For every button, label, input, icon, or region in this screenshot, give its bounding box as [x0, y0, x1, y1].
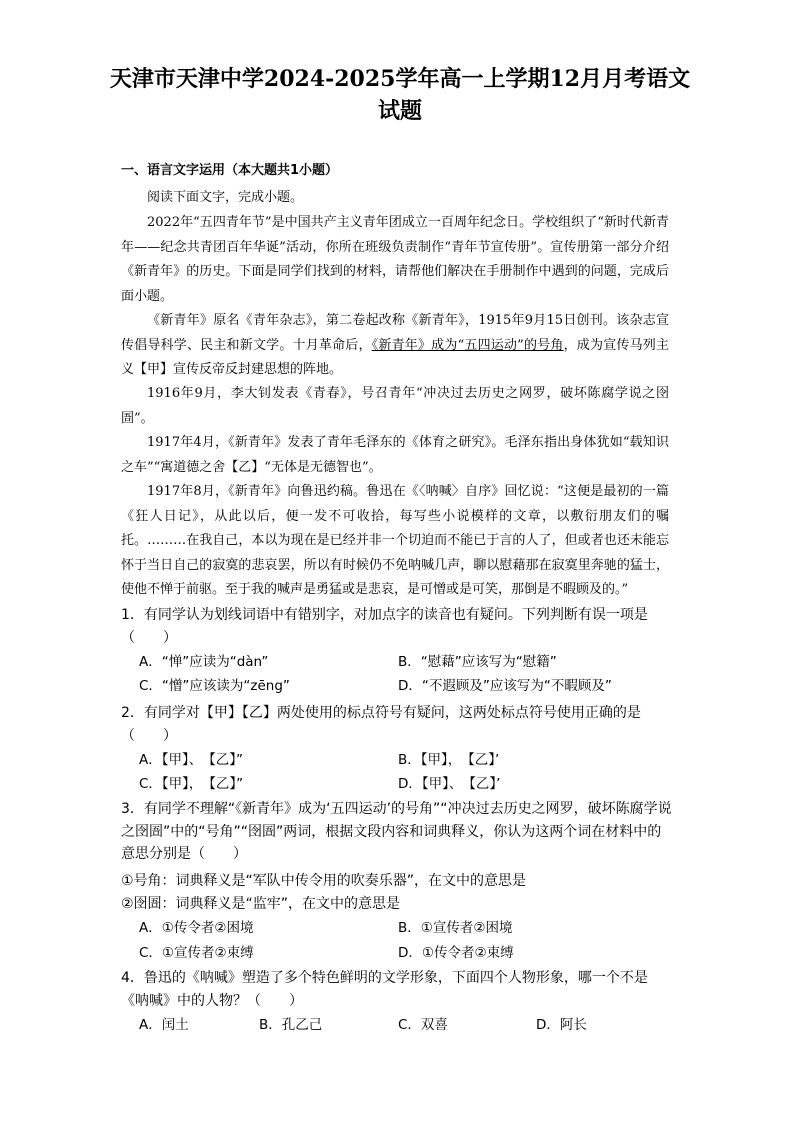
- passage-paragraph-2: [121, 309, 669, 383]
- question-2-stem: 2．有同学对【甲】【乙】两处使用的标点符号有疑问，这两处标点符号使用正确的是（ ）: [121, 705, 641, 744]
- question-1-stem: 1．有同学认为划线词语中有错别字，对加点字的读音也有疑问。下列判断有误一项是（ ）: [121, 607, 648, 646]
- paragraph-2-text-after: ，成为宣传马列主义【甲】宣传反帝反封建思想的阵地。: [121, 337, 669, 377]
- question-3-option-a[interactable]: A．①传令者②困境: [139, 920, 254, 936]
- question-4-option-a[interactable]: A．闰土: [139, 1017, 189, 1033]
- question-2-option-b[interactable]: B．【甲】， 【乙】’: [398, 752, 500, 768]
- question-1-option-c[interactable]: C．“憎”应该读为“zēng”: [139, 678, 290, 694]
- question-3-line-2: ②囹圄：词典释义是“监牢”，在文中的意思是: [121, 896, 401, 912]
- section-heading: 一、语言文字运用（本大题共1小题）: [121, 163, 339, 178]
- paragraph-2-text-before: 《新青年》原名《青年杂志》，第二卷起改称《新青年》，1915年9月15日创刊。该杂志宣传倡导科学、民主和新文学。十月革命后，: [121, 313, 669, 353]
- question-3-stem: 3．有同学不理解“《新青年》成为‘五四运动’的号角”“冲决过去历史之网罗，破坏陈腐学说之囹圄”中的“号角”“囹圄”两词，根据文段内容和词典释义，你认为这两个词在材料中的意思分别是（ ）: [121, 801, 672, 862]
- question-1-option-b[interactable]: B．“慰藉”应该写为“慰籍”: [398, 654, 557, 670]
- question-3-option-b[interactable]: B．①宣传者②困境: [398, 920, 513, 936]
- question-4-option-d[interactable]: D．阿长: [536, 1017, 587, 1033]
- passage-paragraph-1: 2022年“五四青年节”是中国共产主义青年团成立一百周年纪念日。学校组织了“新时代新青年——纪念共青团百年华诞”活动，你所在班级负责制作“青年节宣传册”。宣传册第一部分介绍《新青年》的历史。下面是同学们找到的材料，请帮他们解决在手册制作中遇到的问题，完成后面小题。: [121, 215, 669, 304]
- question-2-option-a[interactable]: A．【甲】、 【乙】”: [139, 752, 243, 768]
- passage-paragraph-4: 1917年4月，《新青年》发表了青年毛泽东的《体育之研究》。毛泽东指出身体犹如“载知识之车”“寓道德之舍【乙】“无体是无德智也”。: [121, 435, 669, 475]
- question-2-option-c[interactable]: C．【甲】， 【乙】”: [139, 776, 244, 792]
- question-2-option-d[interactable]: D．【甲】、 【乙】’: [398, 776, 501, 792]
- question-1-option-d[interactable]: D．“不遐顾及”应该写为“不暇顾及”: [398, 678, 612, 694]
- question-3-option-d[interactable]: D．①传令者②束缚: [398, 945, 514, 961]
- underlined-phrase: 《新青年》成为“五四运动”的号角: [371, 337, 564, 353]
- question-4-option-c[interactable]: C．双喜: [398, 1017, 448, 1033]
- page-title: 天津市天津中学2024-2025学年高一上学期12月月考语文试题: [109, 66, 691, 124]
- intro-text: 阅读下面文字，完成小题。: [147, 190, 304, 205]
- question-3-line-1: ①号角：词典释义是“军队中传令用的吹奏乐器”，在文中的意思是: [121, 873, 527, 889]
- passage-paragraph-3: 1916年9月，李大钊发表《青春》，号召青年“冲决过去历史之网罗，破坏陈腐学说之囹圄”。: [121, 386, 669, 426]
- question-1-option-a[interactable]: A．“惮”应读为“dàn”: [139, 654, 269, 670]
- question-4-option-b[interactable]: B．孔乙己: [259, 1017, 323, 1033]
- question-4-stem: 4．鲁迅的《呐喊》塑造了多个特色鲜明的文学形象，下面四个人物形象，哪一个不是《呐喊》中的人物？（ ）: [121, 970, 648, 1009]
- question-3-option-c[interactable]: C．①宣传者②束缚: [139, 945, 254, 961]
- passage-paragraph-5: 1917年8月，《新青年》向鲁迅约稿。鲁迅在《〈呐喊〉自序》回忆说：“这便是最初的一篇《狂人日记》，从此以后，便一发不可收拾，每写些小说模样的文章，以敷衍朋友们的嘱托。………在我自己，本以为现在是已经并非一个切迫而不能已于言的人了，但或者也还未能忘怀于当日自己的寂寞的悲哀罢，所以有时候仍不免呐喊几声，聊以慰藉那在寂寞里奔驰的猛士，使他不惮于前驱。至于我的喊声是勇猛或是悲哀，是可憎或是可笑，那倒是不暇顾及的。”: [121, 484, 669, 597]
